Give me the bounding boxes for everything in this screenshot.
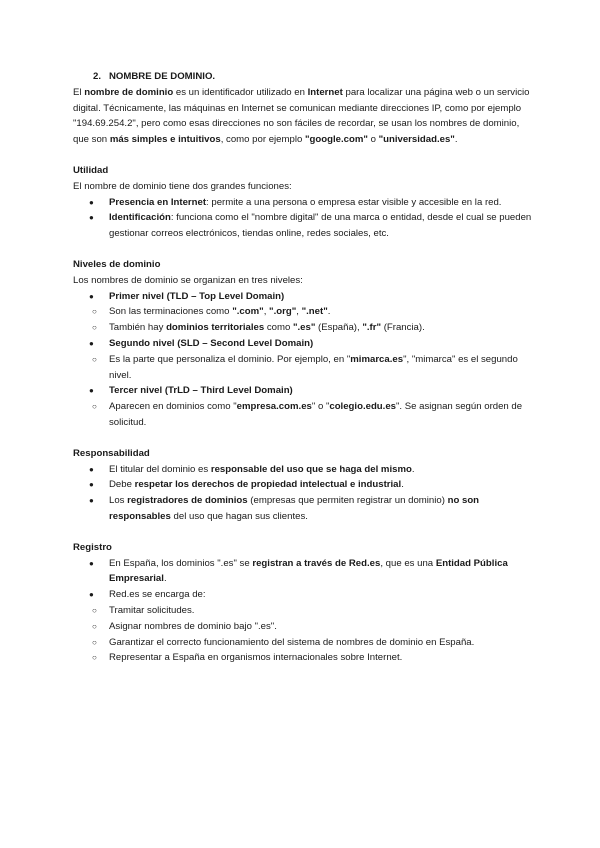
sub-list xyxy=(73,352,533,384)
sub-bullet-item: ○ Tramitar solicitudes. xyxy=(37,603,533,619)
bold-text: Internet xyxy=(307,86,343,98)
niveles-list xyxy=(73,289,533,431)
bold-text: ".es" xyxy=(292,322,316,334)
utilidad-title: Utilidad xyxy=(73,164,109,176)
intro-paragraph: El nombre de dominio es un identificador utilizado en Internet para localizar una página web o un servicio digital. Técnicamente, las máquinas en Internet se comunican mediante direcciones IP, como por ejemplo "194.69.254.2", pero como esas direcciones no son fáciles de recordar, se usan los nombres de dominio, que son más simples e intuitivos, como por ejemplo "google.com" o "universidad.es". xyxy=(73,86,530,146)
bold-text: responsable del uso que se haga del mismo xyxy=(210,463,412,475)
utilidad-list xyxy=(73,195,533,242)
niveles-title: Niveles de dominio xyxy=(73,258,161,270)
bold-text: Tercer nivel (TrLD – Third Level Domain) xyxy=(109,385,293,397)
niveles-lead: Los nombres de dominio se organizan en tres niveles: xyxy=(73,274,303,286)
bold-text: respetar los derechos de propiedad intelectual e industrial xyxy=(134,479,402,491)
bold-text: empresa.com.es xyxy=(236,401,312,413)
bold-text: Primer nivel (TLD – Top Level Domain) xyxy=(109,290,285,302)
bold-text: no son responsables xyxy=(109,495,480,522)
sub-list xyxy=(73,399,533,431)
bold-text: "google.com" xyxy=(304,134,368,146)
registro-title: Registro xyxy=(73,541,112,553)
bold-text: colegio.edu.es xyxy=(329,401,397,413)
responsabilidad-title: Responsabilidad xyxy=(73,447,150,459)
sub-bullet-item: ○ También hay dominios territoriales como ".es" (España), ".fr" (Francia). xyxy=(37,320,533,336)
bold-text: registradores de dominios xyxy=(127,495,248,507)
bullet-item xyxy=(73,336,533,352)
bold-text: nombre de dominio xyxy=(84,86,174,98)
section-heading xyxy=(73,69,533,85)
section-title: NOMBRE DE DOMINIO. xyxy=(109,71,216,82)
bullet-item: ● Red.es se encarga de: xyxy=(73,587,533,603)
bullet-item: ● En España, los dominios ".es" se registran a través de Red.es, que es una Entidad Pública Empresarial. xyxy=(73,556,533,588)
document-body xyxy=(73,69,533,666)
bullet-item: ● Debe respetar los derechos de propiedad intelectual e industrial. xyxy=(73,477,533,493)
utilidad-lead: El nombre de dominio tiene dos grandes funciones: xyxy=(73,180,292,192)
sub-bullet-item: ○ Asignar nombres de dominio bajo ".es". xyxy=(37,619,533,635)
bold-text: dominios territoriales xyxy=(166,322,265,334)
sub-bullet-item: ○ Aparecen en dominios como "empresa.com.es" o "colegio.edu.es". Se asignan según orden de solicitud. xyxy=(37,399,533,431)
bullet-item: ● Presencia en Internet: permite a una persona o empresa estar visible y accesible en la red. xyxy=(73,195,533,211)
bold-text: Identificación xyxy=(109,212,171,224)
registro-list xyxy=(73,556,533,667)
bullet-item: ● El titular del dominio es responsable del uso que se haga del mismo. xyxy=(73,462,533,478)
bold-text: Segundo nivel (SLD – Second Level Domain) xyxy=(109,337,314,349)
bold-text: Presencia en Internet xyxy=(109,196,207,208)
bold-text: ".fr" xyxy=(362,322,382,334)
bullet-item xyxy=(73,383,533,399)
bullet-item xyxy=(73,289,533,305)
section-number: 2. xyxy=(93,71,102,82)
bold-text: ".com" xyxy=(232,306,264,318)
sub-bullet-item: ○ Son las terminaciones como ".com", ".org", ".net". xyxy=(37,304,533,320)
bullet-item: ● Los registradores de dominios (empresas que permiten registrar un dominio) no son responsables del uso que hagan sus clientes. xyxy=(73,493,533,525)
responsabilidad-list xyxy=(73,462,533,525)
sub-bullet-item: ○ Garantizar el correcto funcionamiento del sistema de nombres de dominio en España. xyxy=(37,635,533,651)
bullet-item: ● Identificación: funciona como el "nombre digital" de una marca o entidad, desde el cual se pueden gestionar correos electrónicos, tiendas online, redes sociales, etc. xyxy=(73,210,533,242)
sub-list xyxy=(73,304,533,336)
sub-list xyxy=(73,603,533,666)
bold-text: Entidad Pública Empresarial xyxy=(109,557,508,585)
bold-text: registran a través de Red.es xyxy=(252,557,381,569)
bold-text: "universidad.es" xyxy=(378,134,455,146)
bold-text: ".net" xyxy=(301,306,328,318)
sub-bullet-item: ○ Representar a España en organismos internacionales sobre Internet. xyxy=(37,650,533,666)
bold-text: más simples e intuitivos xyxy=(109,134,221,146)
sub-bullet-item: ○ Es la parte que personaliza el dominio. Por ejemplo, en "mimarca.es", "mimarca" es el segundo nivel. xyxy=(37,352,533,384)
bold-text: ".org" xyxy=(269,306,297,318)
bold-text: mimarca.es xyxy=(350,353,404,365)
